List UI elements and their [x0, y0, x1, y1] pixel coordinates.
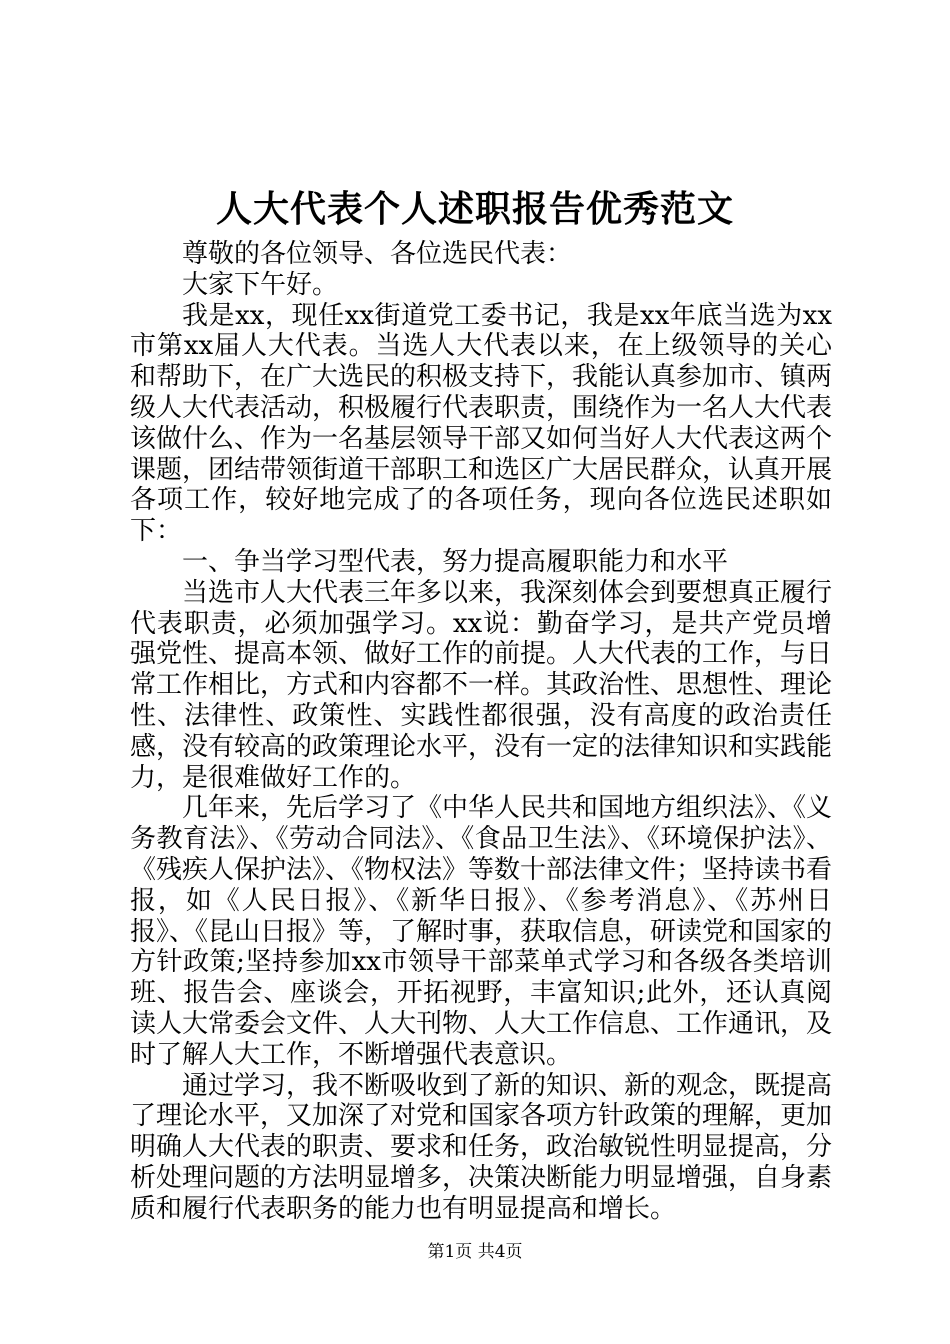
document-body [130, 239, 832, 1225]
document-title: 人大代表个人述职报告优秀范文 [215, 188, 734, 230]
paragraph-laws: 几年来，先后学习了《中华人民共和国地方组织法》、《义务教育法》、《劳动合同法》、《食品卫生法》、《环境保护法》、《残疾人保护法》、《物权法》等数十部法律文件；坚持读书看报，如《人民日报》、《新华日报》、《参考消息》、《苏州日报》、《昆山日报》等，了解时事，获取信息，研读党和国家的方针政策;坚持参加xx市领导干部菜单式学习和各级各类培训班、报告会、座谈会，开拓视野，丰富知识;此外，还认真阅读人大常委会文件、人大刊物、人大工作信息、工作通讯，及时了解人大工作，不断增强代表意识。 [130, 793, 833, 1070]
salutation: 尊敬的各位领导、各位选民代表： [182, 239, 573, 269]
section-heading: 一、争当学习型代表，努力提高履职能力和水平 [182, 546, 729, 577]
paragraph-intro: 我是xx，现任xx街道党工委书记，我是xx年底当选为xx市第xx届人大代表。当选人大代表以来，在上级领导的关心和帮助下，在广大选民的积极支持下，我能认真参加市、镇两级人大代表活动，积极履行代表职责，围绕作为一名人大代表该做什么、作为一名基层领导干部又如何当好人大代表这两个课题，团结带领街道干部职工和选区广大居民群众，认真开展各项工作，较好地完成了的各项任务，现向各位选民述职如下： [130, 300, 833, 547]
greeting: 大家下午好。 [182, 269, 339, 300]
paragraph-results: 通过学习，我不断吸收到了新的知识、新的观念，既提高了理论水平，又加深了对党和国家各项方针政策的理解，更加明确人大代表的职责、要求和任务，政治敏锐性明显提高，分析处理问题的方法明显增多，决策决断能力明显增强，自身素质和履行代表职务的能力也有明显提高和增长。 [130, 1070, 833, 1224]
page-footer: 第1页 共4页 [427, 1242, 523, 1262]
paragraph-study: 当选市人大代表三年多以来，我深刻体会到要想真正履行代表职责，必须加强学习。xx说：勤奋学习，是共产党员增强党性、提高本领、做好工作的前提。人大代表的工作，与日常工作相比，方式和内容都不一样。其政治性、思想性、理论性、法律性、政策性、实践性都很强，没有高度的政治责任感，没有较高的政策理论水平，没有一定的法律知识和实践能力，是很难做好工作的。 [130, 577, 833, 793]
